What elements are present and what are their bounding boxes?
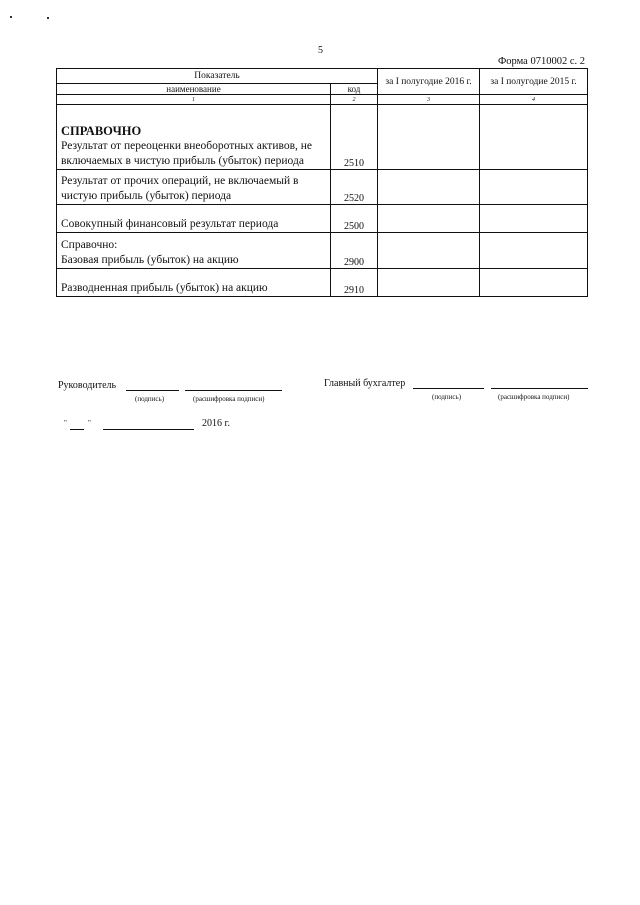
row-value-2015 xyxy=(480,233,588,269)
column-number: 4 xyxy=(480,95,588,105)
row-name: Совокупный финансовый результат периода xyxy=(57,205,331,233)
head-label: Руководитель xyxy=(58,380,117,391)
row-value-2016 xyxy=(378,233,480,269)
scan-speck xyxy=(47,17,49,19)
reference-title: Справочно: xyxy=(61,239,118,251)
row-value-2016 xyxy=(378,205,480,233)
date-close-quote: " xyxy=(88,419,91,427)
page-number: 5 xyxy=(318,45,323,56)
row-value-2015 xyxy=(480,105,588,170)
section-title: СПРАВОЧНО xyxy=(61,124,142,138)
column-number: 2 xyxy=(331,95,378,105)
accountant-signature-caption: (подпись) xyxy=(432,393,462,401)
column-number: 1 xyxy=(57,95,331,105)
row-value-2015 xyxy=(480,205,588,233)
table-row xyxy=(57,105,588,170)
table-row xyxy=(57,205,588,233)
row-name: Результат от прочих операций, не включаемый в чистую прибыль (убыток) периода xyxy=(57,170,331,205)
row-code: 2900 xyxy=(331,233,378,269)
row-code: 2500 xyxy=(331,205,378,233)
row-value-2015 xyxy=(480,269,588,297)
date-year: 2016 г. xyxy=(202,418,230,429)
head-signature-caption: (подпись) xyxy=(135,395,165,403)
period2-header: за I полугодие 2015 г. xyxy=(480,69,588,95)
accountant-decoding-line[interactable] xyxy=(491,388,588,389)
row-code: 2910 xyxy=(331,269,378,297)
row-name: Разводненная прибыль (убыток) на акцию xyxy=(57,269,331,297)
table-row xyxy=(57,170,588,205)
row-value-2015 xyxy=(480,170,588,205)
date-open-quote: " xyxy=(64,419,67,427)
row-value-2016 xyxy=(378,105,480,170)
form-code: Форма 0710002 с. 2 xyxy=(497,56,585,67)
name-header: наименование xyxy=(57,84,331,95)
row-value-2016 xyxy=(378,269,480,297)
head-decoding-line[interactable] xyxy=(185,390,282,391)
head-decoding-caption: (расшифровка подписи) xyxy=(193,395,265,403)
column-number: 3 xyxy=(378,95,480,105)
row-name: Результат от переоценки внеоборотных активов, не включаемых в чистую прибыль (убыток) периода xyxy=(61,140,313,167)
row-value-2016 xyxy=(378,170,480,205)
period1-header: за I полугодие 2016 г. xyxy=(378,69,480,95)
head-signature-line[interactable] xyxy=(126,390,179,391)
indicator-header: Показатель xyxy=(57,69,378,84)
scan-speck xyxy=(10,16,12,18)
accountant-decoding-caption: (расшифровка подписи) xyxy=(498,393,570,401)
row-name: Базовая прибыль (убыток) на акцию xyxy=(61,254,239,266)
row-code: 2520 xyxy=(331,170,378,205)
row-code: 2510 xyxy=(331,105,378,170)
row-name-cell xyxy=(57,233,331,269)
accountant-signature-line[interactable] xyxy=(413,388,484,389)
date-month-line[interactable] xyxy=(103,429,194,430)
table-row xyxy=(57,269,588,297)
report-table xyxy=(56,68,588,297)
date-day-line[interactable] xyxy=(70,429,84,430)
table-row xyxy=(57,233,588,269)
row-name-cell xyxy=(57,105,331,170)
chief-accountant-label: Главный бухгалтер xyxy=(324,378,406,389)
code-header: код xyxy=(331,84,378,95)
